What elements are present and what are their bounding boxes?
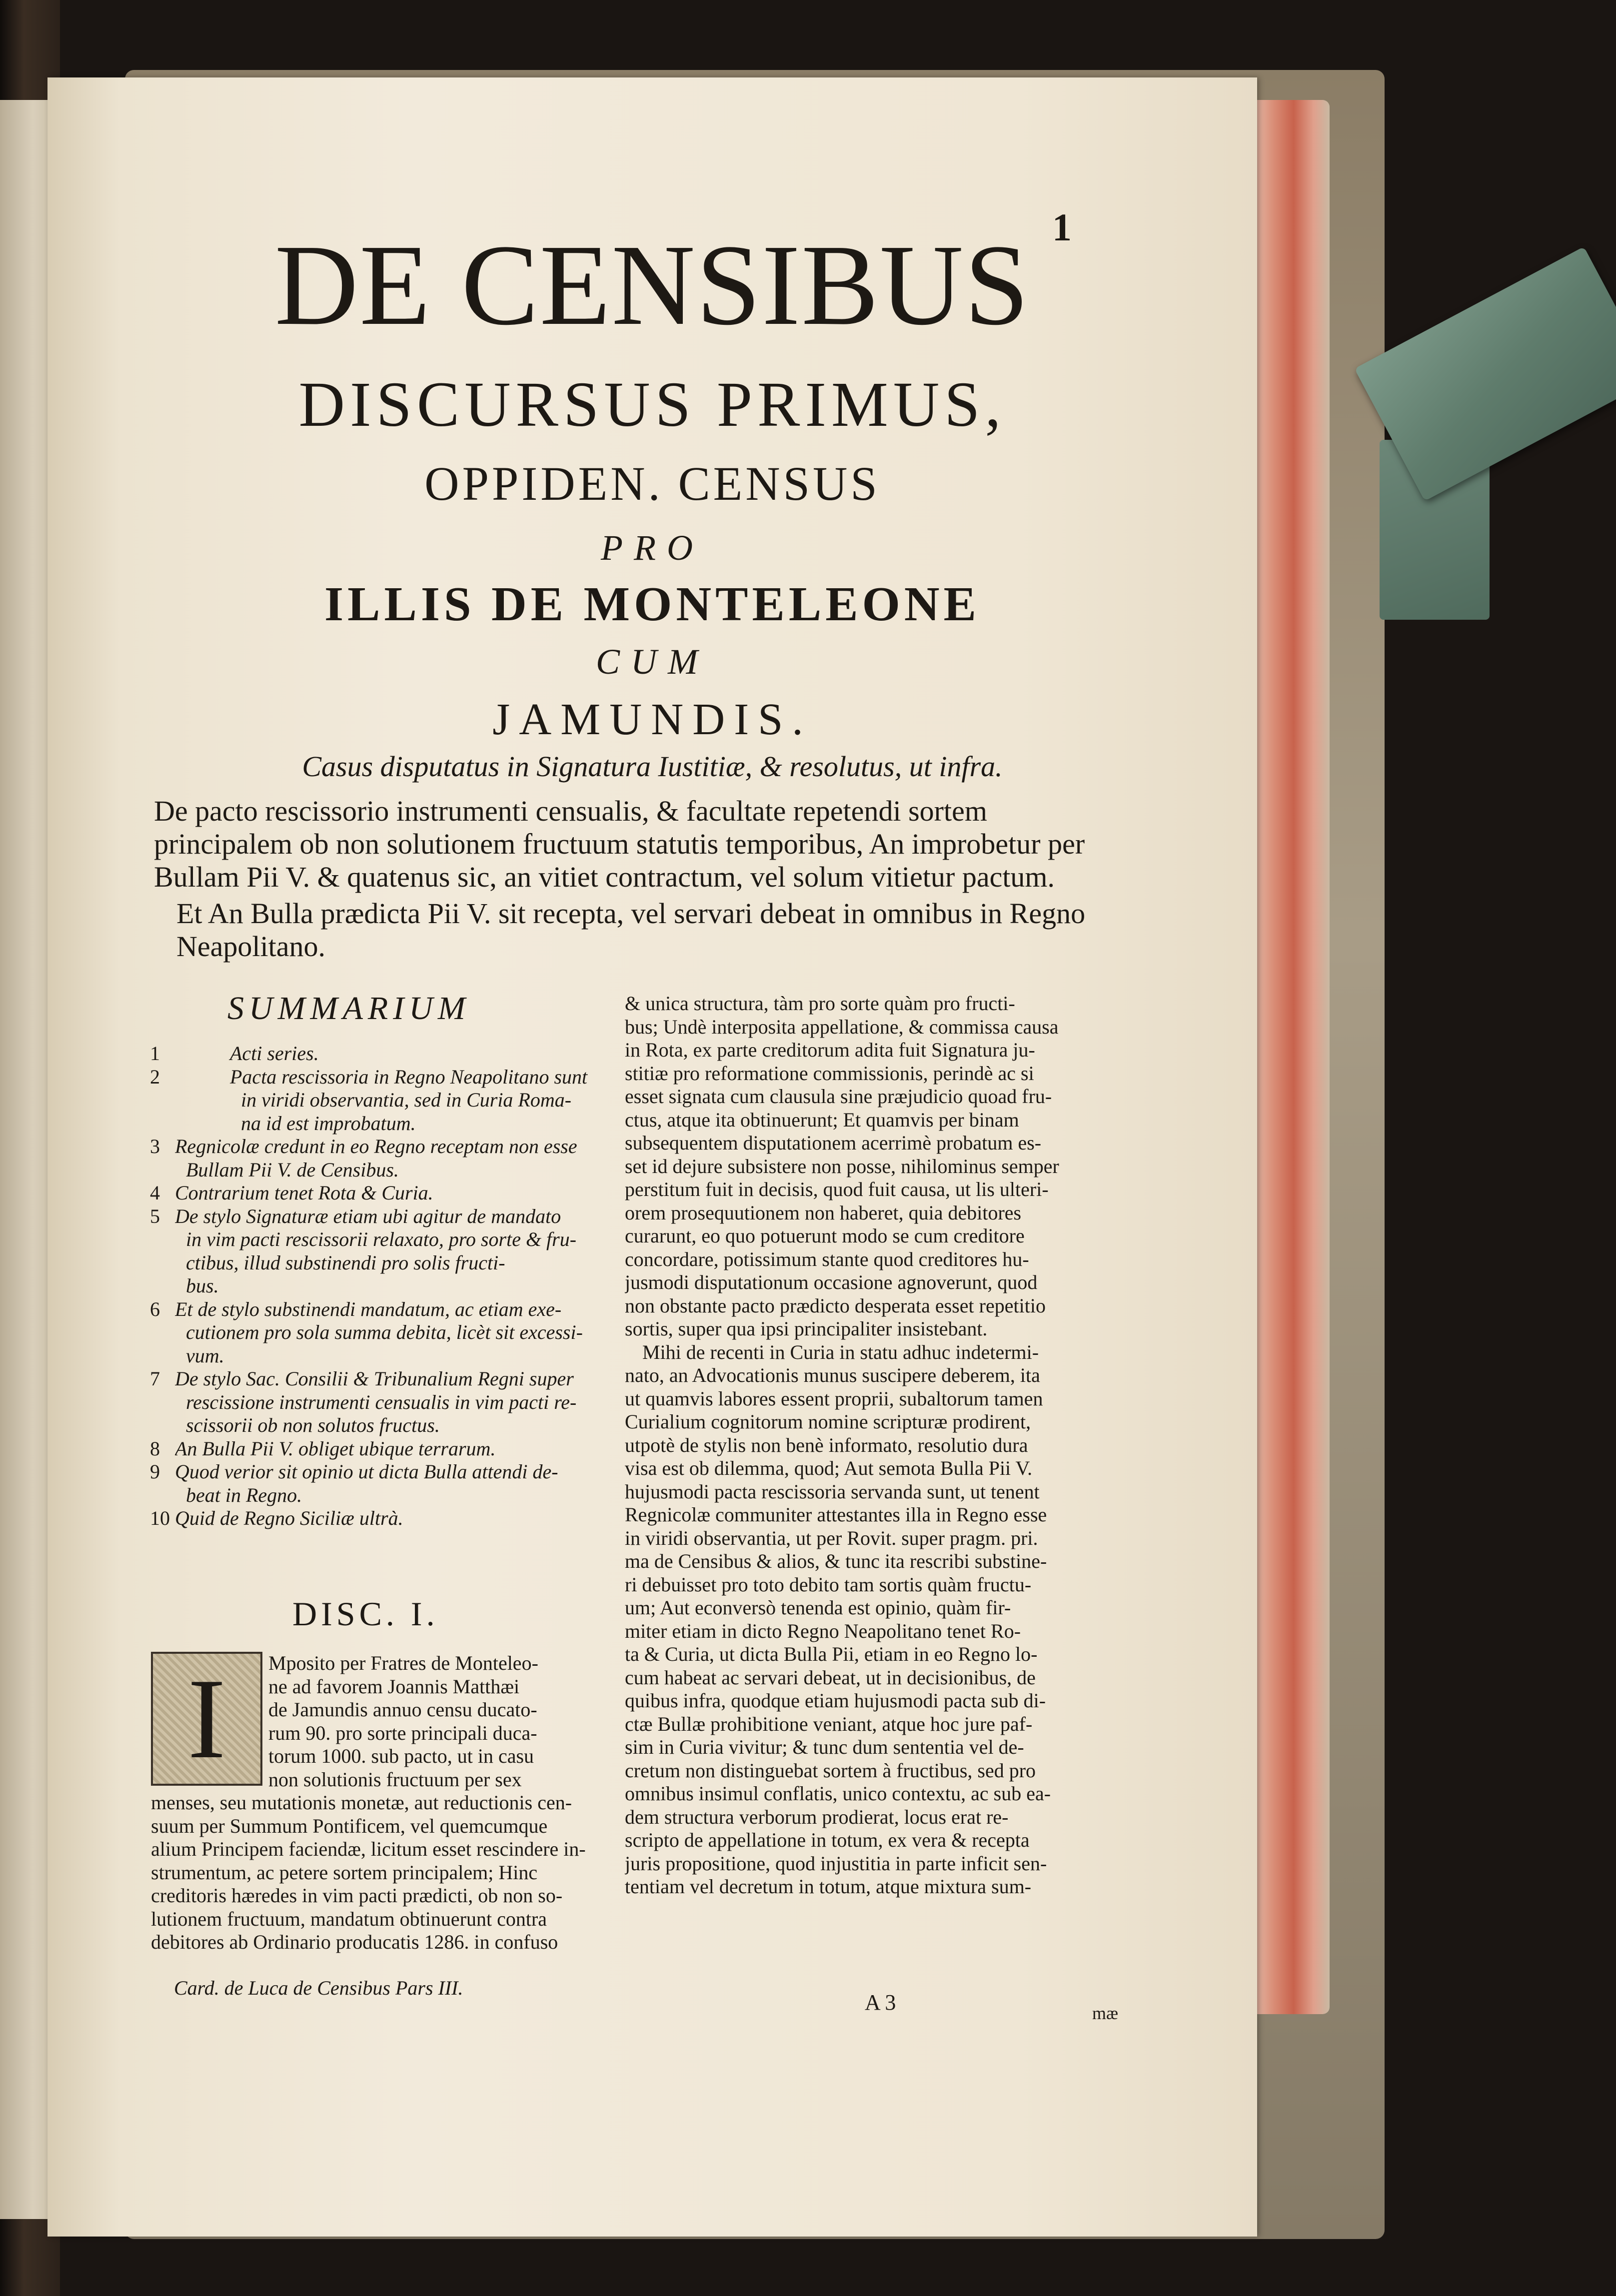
right-column-line: cum habeat ac servari debeat, ut in decisionibus, de xyxy=(625,1666,1036,1689)
right-column-line: omnibus insimul conflatis, unico contextu, ac sub ea- xyxy=(625,1782,1051,1805)
disc-text-line: torum 1000. sub pacto, ut in casu xyxy=(268,1745,534,1767)
summarium-number xyxy=(150,1228,175,1251)
right-column-line: ta & Curia, ut dicta Bulla Pii, etiam in eo Regno lo- xyxy=(625,1643,1038,1665)
summarium-line xyxy=(150,1042,615,1066)
right-column-line: Mihi de recenti in Curia in statu adhuc indetermi- xyxy=(642,1340,1039,1363)
summarium-text: scissorii ob non solutos fructus. xyxy=(186,1414,440,1436)
summarium-number xyxy=(150,1158,175,1182)
right-column-line: Curialium cognitorum nomine scripturæ prodirent, xyxy=(625,1410,1031,1433)
heading-paragraph-2: Et An Bulla prædicta Pii V. sit recepta, vel servari debeat in omnibus in Regno Neapolitano. xyxy=(176,897,1086,963)
summarium-line xyxy=(150,1460,615,1484)
summarium-line xyxy=(150,1205,615,1228)
summarium-line xyxy=(150,1391,615,1414)
right-column-line: miter etiam in dicto Regno Neapolitano tenet Ro- xyxy=(625,1619,1021,1642)
summarium-number: 5 xyxy=(150,1204,160,1227)
summarium-text: Pacta rescissoria in Regno Neapolitano sunt xyxy=(230,1065,588,1088)
summarium-number xyxy=(150,1251,175,1275)
summarium-line xyxy=(150,1344,615,1368)
summarium-line xyxy=(150,1135,615,1158)
disc-text-line: strumentum, ac petere sortem principalem; Hinc xyxy=(151,1861,538,1884)
catchword: mæ xyxy=(1092,2003,1119,2023)
right-column-line: um; Aut econversò tenenda est opinio, quàm fir- xyxy=(625,1596,1011,1619)
red-fore-edge xyxy=(1250,100,1330,2014)
right-column-line: ri debuisset pro toto debito tam sortis quàm fructu- xyxy=(625,1573,1032,1596)
summarium-text: na id est improbatum. xyxy=(241,1112,416,1135)
right-column-line: ctus, atque ita obtinuerunt; Et quamvis per binam xyxy=(625,1108,1019,1131)
title-pro: PRO xyxy=(601,528,704,568)
summarium-number: 2 xyxy=(150,1065,160,1088)
summarium-line xyxy=(150,1158,615,1182)
summarium-number xyxy=(150,1089,175,1112)
summarium-line xyxy=(150,1414,615,1437)
summarium-number: 8 xyxy=(150,1437,160,1460)
disc-text-line: suum per Summum Pontificem, vel quemcumque xyxy=(151,1814,548,1837)
disc-text-line: Mposito per Fratres de Monteleo- xyxy=(268,1652,538,1674)
summarium-line xyxy=(150,1089,615,1112)
summarium-line xyxy=(150,1484,615,1507)
right-column-line: cretum non distinguebat sortem à fructibus, sed pro xyxy=(625,1759,1036,1782)
summarium-line xyxy=(150,1066,615,1089)
right-column-line: esset signata cum clausula sine præjudicio quoad fru- xyxy=(625,1085,1052,1108)
summarium-number: 10 xyxy=(150,1507,170,1529)
right-column-line: & unica structura, tàm pro sorte quàm pro fructi- xyxy=(625,992,1015,1015)
heading-paragraph-1: De pacto rescissorio instrumenti censualis, & facultate repetendi sortem principalem ob non solutionem fructuum statutis temporibus, An improbetur per Bullam Pii V. & quatenus sic, an vitiet contractum, vel solum vitietur pactum. xyxy=(154,795,1085,893)
right-column-line: scripto de appellatione in totum, ex vera & recepta xyxy=(625,1829,1030,1851)
summarium-line xyxy=(150,1367,615,1391)
summarium-text: De stylo Sac. Consilii & Tribunalium Regni super xyxy=(175,1367,574,1390)
right-column-line: set id dejure subsistere non posse, nihilominus semper xyxy=(625,1154,1059,1177)
right-column-line: dem structura verborum prodierat, locus erat re- xyxy=(625,1805,1009,1828)
summarium-text: Bullam Pii V. de Censibus. xyxy=(186,1158,399,1181)
summarium-text: in vim pacti rescissorii relaxato, pro sorte & fru- xyxy=(186,1228,577,1250)
summarium-line xyxy=(150,1507,615,1530)
title-jamundis: JAMUNDIS. xyxy=(492,695,812,744)
decorated-initial xyxy=(151,1652,262,1786)
disc-text-line: ne ad favorem Joannis Matthæi xyxy=(268,1675,520,1698)
footer-note: Card. de Luca de Censibus Pars III. xyxy=(174,1977,463,1999)
page-number: 1 xyxy=(1052,205,1072,249)
right-column-line: juris propositione, quod injustitia in parte inficit sen- xyxy=(625,1852,1047,1875)
right-column-line: sortis, super qua ipsi principaliter insistebant. xyxy=(625,1317,988,1340)
right-column-line: ut quamvis labores essent proprii, subaltorum tamen xyxy=(625,1387,1043,1410)
summarium-text: Et de stylo substinendi mandatum, ac etiam exe- xyxy=(175,1297,562,1320)
right-column-line: quibus infra, quodque etiam hujusmodi pacta sub di- xyxy=(625,1689,1046,1712)
right-column-line: nato, an Advocationis munus suscipere deberem, ita xyxy=(625,1364,1040,1386)
summarium-number xyxy=(150,1391,175,1414)
disc-text-line: lutionem fructuum, mandatum obtinuerunt contra xyxy=(151,1907,547,1930)
disc-text-line: de Jamundis annuo censu ducato- xyxy=(268,1698,537,1721)
summarium-number xyxy=(150,1484,175,1507)
summarium-line xyxy=(150,1181,615,1205)
disc-text-line: creditoris hæredes in vim pacti prædicti, ob non so- xyxy=(151,1884,563,1907)
summarium-line xyxy=(150,1437,615,1461)
summarium-number xyxy=(150,1414,175,1437)
facing-page-edge xyxy=(0,100,47,2219)
disc-text-line: rum 90. pro sorte principali duca- xyxy=(268,1721,537,1744)
summarium-number xyxy=(150,1112,175,1136)
summarium-text: beat in Regno. xyxy=(186,1483,302,1506)
right-column-line: perstitum fuit in decisis, quod fuit causa, ut lis ulteri- xyxy=(625,1178,1049,1200)
right-column-line: jusmodi disputationum occasione agnoverunt, quod xyxy=(625,1271,1038,1293)
summarium-number: 4 xyxy=(150,1181,160,1204)
disc-text-line: non solutionis fructuum per sex xyxy=(268,1768,522,1791)
summarium-text: Regnicolæ credunt in eo Regno receptam non esse xyxy=(175,1135,577,1157)
summarium-line xyxy=(150,1251,615,1275)
right-column-line: utpotè de stylis non benè informato, resolutio dura xyxy=(625,1433,1028,1456)
title-sub: DISCURSUS PRIMUS, xyxy=(298,369,1006,440)
right-column-line: tentiam vel decretum in totum, atque mixtura sum- xyxy=(625,1875,1032,1898)
summarium-text: rescissione instrumenti censualis in vim pacti re- xyxy=(186,1390,577,1413)
disc-text-line: menses, seu mutationis monetæ, aut reductionis cen- xyxy=(151,1791,572,1814)
signature-mark: A 3 xyxy=(865,1990,896,2015)
right-column-text xyxy=(625,992,1120,1899)
initial-letter: I xyxy=(187,1655,226,1782)
summarium-number xyxy=(150,1321,175,1344)
title-main: DE CENSIBUS xyxy=(274,221,1030,349)
summarium-text: bus. xyxy=(186,1274,219,1297)
right-column-line: concordare, potissimum stante quod creditores hu- xyxy=(625,1247,1029,1270)
summarium-text: De stylo Signaturæ etiam ubi agitur de mandato xyxy=(175,1204,561,1227)
summarium-line xyxy=(150,1298,615,1321)
right-column-line: hujusmodi pacta rescissoria servanda sunt, ut tenent xyxy=(625,1480,1040,1503)
summarium-list xyxy=(150,1042,615,1530)
title-cum: CUM xyxy=(596,642,709,682)
right-column-line: non obstante pacto prædicto desperata esset repetitio xyxy=(625,1294,1046,1317)
summarium-text: An Bulla Pii V. obliget ubique terrarum. xyxy=(175,1437,496,1460)
summarium-line xyxy=(150,1112,615,1136)
summarium-number xyxy=(150,1274,175,1298)
right-column-line: orem prosequutionem non haberet, quia debitores xyxy=(625,1201,1022,1224)
summarium-number: 7 xyxy=(150,1367,160,1390)
summarium-number: 3 xyxy=(150,1135,160,1157)
summarium-text: ctibus, illud substinendi pro solis fructi- xyxy=(186,1251,505,1274)
right-column-line: subsequentem disputationem acerrimè probatum es- xyxy=(625,1132,1042,1154)
summarium-text: Quod verior sit opinio ut dicta Bulla attendi de- xyxy=(175,1460,558,1483)
right-column-line: ctæ Bullæ prohibitione veniant, atque hoc jure paf- xyxy=(625,1712,1033,1735)
summarium-title: SUMMARIUM xyxy=(227,990,470,1027)
summarium-text: vum. xyxy=(186,1344,224,1367)
right-column-line: ma de Censibus & alios, & tunc ita rescribi substine- xyxy=(625,1550,1047,1572)
disc-title: DISC. I. xyxy=(292,1595,439,1633)
right-column-line: in viridi observantia, ut per Rovit. super pragm. pri. xyxy=(625,1526,1038,1549)
right-column-line: curarunt, eo quo potuerunt modo se cum creditore xyxy=(625,1224,1025,1247)
summarium-number: 1 xyxy=(150,1042,160,1065)
summarium-line xyxy=(150,1228,615,1251)
summarium-line xyxy=(150,1321,615,1344)
title-oppiden: OPPIDEN. CENSUS xyxy=(424,457,880,510)
right-column-line: stitiæ pro reformatione commissionis, perindè ac si xyxy=(625,1062,1034,1085)
casus-line: Casus disputatus in Signatura Iustitiæ, & resolutus, ut infra. xyxy=(302,750,1003,783)
summarium-text: Contrarium tenet Rota & Curia. xyxy=(175,1181,433,1204)
summarium-text: in viridi observantia, sed in Curia Roma- xyxy=(241,1089,572,1111)
right-column-line: visa est ob dilemma, quod; Aut semota Bulla Pii V. xyxy=(625,1457,1033,1479)
title-illis: ILLIS DE MONTELEONE xyxy=(324,577,980,631)
summarium-number: 9 xyxy=(150,1460,160,1483)
right-column-line: sim in Curia vivitur; & tunc dum sententia vel de- xyxy=(625,1736,1024,1758)
right-column-line: bus; Undè interposita appellatione, & commissa causa xyxy=(625,1015,1059,1038)
summarium-text: Quid de Regno Siciliæ ultrà. xyxy=(175,1507,403,1529)
summarium-text: cutionem pro sola summa debita, licèt sit excessi- xyxy=(186,1321,583,1343)
right-column-line: Regnicolæ communiter attestantes illa in Regno esse xyxy=(625,1503,1047,1526)
summarium-line xyxy=(150,1274,615,1298)
summarium-number xyxy=(150,1344,175,1368)
disc-text-line: debitores ab Ordinario producatis 1286. in confuso xyxy=(151,1931,558,1953)
summarium-number: 6 xyxy=(150,1297,160,1320)
summarium-text: Acti series. xyxy=(230,1042,319,1065)
disc-text-line: alium Principem faciendæ, licitum esset rescindere in- xyxy=(151,1838,586,1860)
right-column-line: in Rota, ex parte creditorum adita fuit Signatura ju- xyxy=(625,1039,1035,1061)
